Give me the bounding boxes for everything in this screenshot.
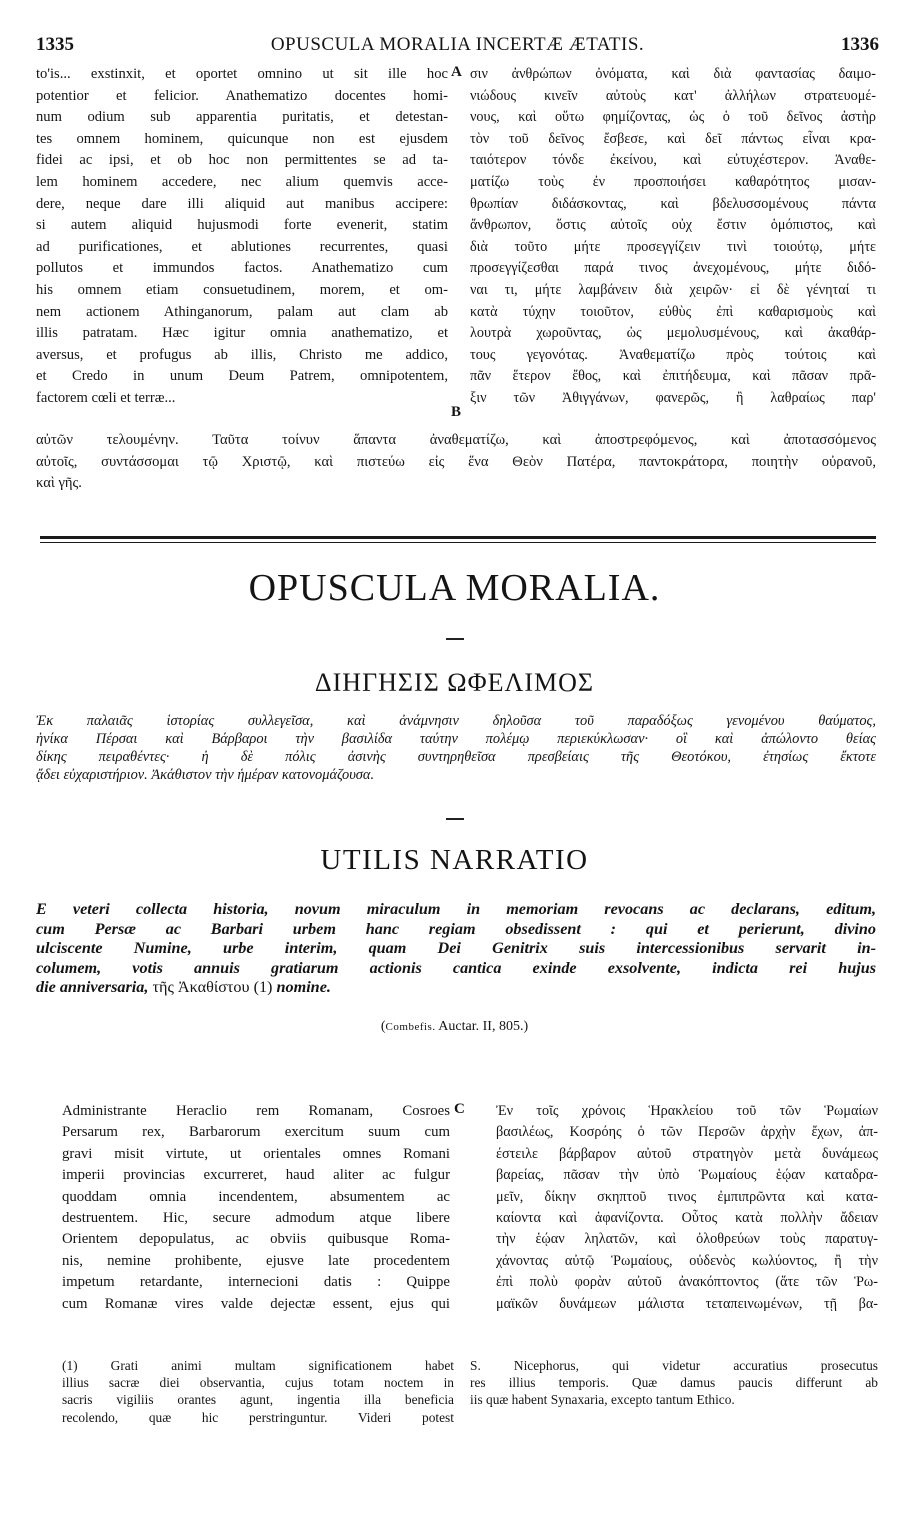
text-line: Ἐν τοῖς χρόνοις Ἡρακλείου τοῦ τῶν Ῥωμαίων xyxy=(496,1103,878,1119)
text-line: ἐπὶ πολὺ φορὰν αὐτοῦ ἀνακόπτοντος (ἅτε τῶν Ῥω- xyxy=(496,1274,878,1291)
text-line: tes omnem hominem, quicunque non est ejusdem xyxy=(36,130,448,147)
text-line: καίοντα καὶ ἀφανίζοντα. Οὗτος κατὰ πολλὴν ἄδειαν xyxy=(496,1210,878,1227)
text-line: his omnem etiam consuetudinem, morem, et om- xyxy=(36,281,448,298)
text-line: factorem cœli et terræ... xyxy=(36,389,176,406)
footnote-left xyxy=(62,1357,454,1426)
text-line: gravi misit virtute, ut orientales omnes Romani xyxy=(62,1145,450,1162)
text-line: si autem aliquid hujusmodi forte evenerit, statim xyxy=(36,217,448,234)
text-line: καὶ γῆς. xyxy=(36,475,82,492)
text-line: columem, votis annuis gratiarum actionis cantica exinde exsolvente, indicta rei hujus xyxy=(36,958,876,977)
text-line: num odium sub apparentia puritatis, et detestan- xyxy=(36,109,448,126)
text-line: τὴν ἑῴαν ληλατῶν, καὶ ὀλοθρεύων τοὺς παρατυγ- xyxy=(496,1231,878,1248)
text-line: προσεγγίζεσθαι παρά τινος ἀνεχομένους, μήτε διδό- xyxy=(470,260,876,277)
footnote-line: sacris vigiliis orantes agunt, ingentia illa beneficia xyxy=(62,1392,454,1408)
text-line: αὐτῶν τελουμένην. Ταῦτα τοίνυν ἅπαντα ἀναθεματίζω, καὶ ἀποστρεφόμενος, καὶ ἀποτασσόμενος xyxy=(36,432,876,448)
page-number-right: 1336 xyxy=(841,34,879,55)
text-line: θρωπίαν διδάσκοντας, καὶ βδελυσσομένους πάντα xyxy=(470,195,876,212)
body-latin-column xyxy=(62,1101,450,1315)
latin-subtitle xyxy=(36,900,876,998)
text-line: cum Romanæ vires valde dejectæ essent, ejus qui xyxy=(62,1295,450,1312)
text-line xyxy=(36,978,876,998)
body-greek-column xyxy=(496,1101,878,1315)
text-line: dere, neque dare illi aliquid aut manibus accipere: xyxy=(36,195,448,212)
text-line: Ἐκ παλαιᾶς ἱστορίας συλλεγεῖσα, καὶ ἀνάμνησιν δηλοῦσα τοῦ παραδόξως γενομένου θαύματος, xyxy=(36,713,876,729)
footnote-line: iis quæ habent Synaxaria, excepto tantum Ethico. xyxy=(470,1392,735,1408)
text-line: κατὰ τύχην τοιοῦτον, εὐθὺς ἐπὶ καθαρισμοὺς καὶ xyxy=(470,303,876,320)
text-line: μαϊκῶν δυνάμεων μάλιστα τεταπεινωμένων, τῇ βα- xyxy=(496,1295,878,1312)
greek-subtitle xyxy=(36,712,876,784)
source-citation xyxy=(0,1019,909,1035)
text-line: μεῖν, δίκην σκηπτοῦ τινος ἐμπιπρῶντα καὶ κατα- xyxy=(496,1188,878,1205)
footnote-right xyxy=(470,1357,878,1409)
text-line: σιν ἀνθρώπων ὀνόματα, καὶ διὰ φαντασίας δαιμο- xyxy=(470,66,876,82)
text-line: pollutos et immundos factos. Anathematizo cum xyxy=(36,260,448,277)
text-line: ulciscente Numine, urbe interim, quam Dei Genitrix suis intercessionibus servarit in- xyxy=(36,939,876,958)
source-author: Combefis. xyxy=(385,1021,436,1033)
text-line: ἡνίκα Πέρσαι καὶ Βάρβαροι τὴν βασιλίδα ταύτην πολέμῳ περιεκύκλωσαν· οἳ καὶ ἀπώλοντο θείας xyxy=(36,731,876,747)
page-number-left: 1335 xyxy=(36,34,74,55)
top-greek-column xyxy=(470,64,876,410)
section-divider-thin xyxy=(40,542,876,543)
title-dash xyxy=(446,818,464,820)
text-line: λουτρὰ χωροῦντας, ὡς μεμολυσμένους, καὶ ἀκαθάρ- xyxy=(470,325,876,342)
text-line: destruentem. Hic, secure admodum atque libere xyxy=(62,1210,450,1227)
text-line: ξιν τῶν Ἀθιγγάνων, φανερῶς, ἢ λαθραίως παρ' xyxy=(470,389,876,406)
top-greek-fullwidth xyxy=(36,430,876,495)
section-divider xyxy=(40,536,876,539)
text-line: δίκης πειραθέντες· ἡ δὲ πόλις ἀσινὴς συντηρηθεῖσα πρεσβείαις τῆς Θεοτόκου, ἐτησίως ἔκτοτε xyxy=(36,749,876,765)
footnote-line: (1) Grati animi multam significationem habet xyxy=(62,1358,454,1373)
text-line: to'is... exstinxit, et oportet omnino ut sit ille hoc xyxy=(36,66,448,82)
text-line: τους γεγονότας. Ἀναθεματίζω πρὸς τούτοις καὶ xyxy=(470,346,876,363)
text-line: illis patratam. Hæc igitur omnia anathematizo, et xyxy=(36,325,448,342)
text-line: πᾶν ἕτερον ἔθος, καὶ ἐπιτήδευμα, καὶ πᾶσαν πρᾶ- xyxy=(470,368,876,385)
text-line: ἄνθρωπον, ὅστις αὐτοῖς οὐχ ἔστιν ὁμόπιστος, καὶ xyxy=(470,217,876,234)
text-line: βαρείας, πᾶσαν τὴν ὑπὸ Ῥωμαίους ἑῴαν καταδρα- xyxy=(496,1167,878,1184)
top-latin-column xyxy=(36,64,448,410)
footnote-line: res illius temporis. Quæ damus paucis differunt ab xyxy=(470,1375,878,1391)
text-line: aversus, et profugus ab illis, Christo me addico, xyxy=(36,346,448,363)
greek-title: ΔΙΗΓΗΣΙΣ ΩΦΕΛΙΜΟΣ xyxy=(314,668,595,697)
text-line: αὐτοῖς, συντάσσομαι τῷ Χριστῷ, καὶ πιστεύω εἰς ἕνα Θεὸν Πατέρα, παντοκράτορα, ποιητὴν οὐρανοῦ, xyxy=(36,453,876,470)
text-line: quoddam omnia incendentem, absumentem ac xyxy=(62,1188,450,1205)
running-title: OPUSCULA MORALIA INCERTÆ ÆTATIS. xyxy=(270,34,645,55)
text-line: ταιότερον τόνδε ἐκείνου, καὶ εὐτυχέστερον. Ἀναθε- xyxy=(470,152,876,169)
text-line: έστειλε βάρβαρον αὐτοῦ στρατηγὸν μετὰ δυνάμεως xyxy=(496,1145,878,1162)
text-line: ναι τι, μήτε λαμβάνειν διὰ χειρῶν· εἰ δὲ γένηταί τι xyxy=(470,281,876,298)
text-line: χάνοντας αὐτῷ Ῥωμαίους, οὐδενὸς κωλύοντος, ἢ τὴν xyxy=(496,1252,878,1269)
text-line: lem hominem accedere, nec alium quemvis acce- xyxy=(36,173,448,190)
latin-intro-italic: die anniversaria, xyxy=(36,978,149,997)
footnote-line: illius sacræ diei observantia, cujus totam noctem in xyxy=(62,1375,454,1391)
text-line: fidei ac ipsi, et ob hoc non permittentes se ad ta- xyxy=(36,152,448,169)
section-title: OPUSCULA MORALIA. xyxy=(248,567,661,609)
text-line: E veteri collecta historia, novum miraculum in memoriam revocans ac declarans, editum, xyxy=(36,900,876,918)
text-line: potentior et felicior. Anathematizo docentes homi- xyxy=(36,87,448,104)
text-line: ad purificationes, et ablutiones recurrentes, quasi xyxy=(36,238,448,255)
text-line: Persarum rex, Barbarorum exercitum suum cum xyxy=(62,1124,450,1141)
margin-marker-c: C xyxy=(454,1101,465,1117)
text-line: διὰ τοῦτο μήτε προσεγγίζειν τινὶ τοιούτῳ, μήτε xyxy=(470,238,876,255)
text-line: et Credo in unum Deum Patrem, omnipotentem, xyxy=(36,368,448,385)
text-line: ματίζω τοὺς ἐν προσποιήσει καθαρότητος μισαν- xyxy=(470,173,876,190)
latin-intro-greek: τῆς Ἀκαθίστου (1) xyxy=(148,978,277,997)
text-line: impetum retardante, internecioni datis : Quippe xyxy=(62,1274,450,1291)
source-rest: Auctar. II, 805.) xyxy=(435,1019,529,1034)
text-line: βασιλέως, Κοσρόης ὁ τῶν Περσῶν ἀρχὴν ἔχων, ἀπ- xyxy=(496,1124,878,1141)
text-line: imperii provincias excurreret, haud aliter ac fulgur xyxy=(62,1167,450,1184)
text-line: ᾄδει εὐχαριστήριον. Ἀκάθιστον τὴν ἡμέραν κατονομάζουσα. xyxy=(36,767,375,783)
text-line: nem actionem Athinganorum, palam aut clam ab xyxy=(36,303,448,320)
title-dash xyxy=(446,638,464,640)
latin-title: UTILIS NARRATIO xyxy=(320,844,589,876)
text-line: νους, καὶ οὕτω φημίζοντας, ὡς ὁ τοῦ δεῖνος ἀστὴρ xyxy=(470,109,876,126)
footnote-line: recolendo, quæ hic perstringuntur. Videri potest xyxy=(62,1409,454,1425)
text-line: cum Persæ ac Barbari urbem hanc regiam obsedissent : qui et perierunt, divino xyxy=(36,919,876,938)
text-line: νιώδους κινεῖν αὐτοὺς κατ' ἀλλήλων στρατευομέ- xyxy=(470,87,876,104)
margin-marker-b: B xyxy=(451,404,462,420)
source-open: ( xyxy=(380,1019,386,1034)
margin-marker-a: A xyxy=(451,64,462,80)
page-header xyxy=(36,34,879,58)
text-line: τὸν τοῦ δεῖνος ἔσβεσε, καὶ δεῖ πάντως εἶναι κρα- xyxy=(470,130,876,147)
footnote-line: S. Nicephorus, qui videtur accuratius prosecutus xyxy=(470,1358,878,1373)
text-line: nis, nemine prohibente, ejusve late procedentem xyxy=(62,1252,450,1269)
latin-intro-end: nomine. xyxy=(276,978,331,997)
text-line: Orientem depopulatus, ac obviis quibusque Roma- xyxy=(62,1231,450,1248)
text-line: Administrante Heraclio rem Romanam, Cosroes xyxy=(62,1103,450,1119)
